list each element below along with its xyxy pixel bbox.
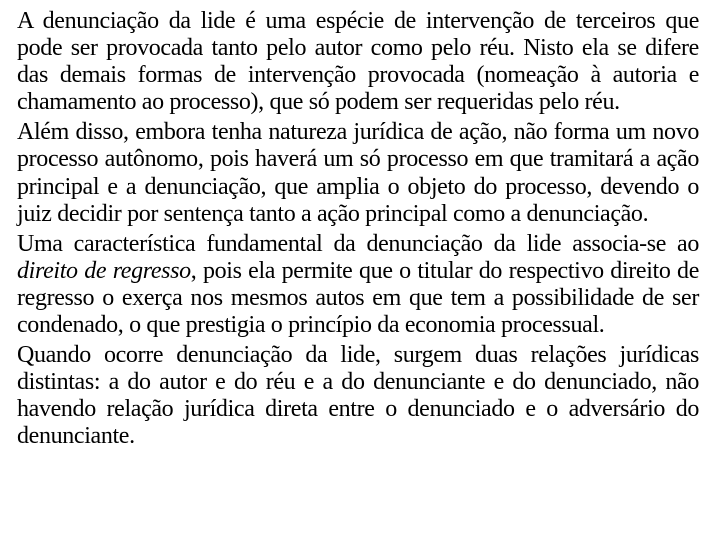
paragraph-3-text-before: Uma característica fundamental da denunciação da lide associa-se ao: [17, 230, 699, 257]
paragraph-1: A denunciação da lide é uma espécie de intervenção de terceiros que pode ser provocada tanto pelo autor como pelo réu. Nisto ela se difere das demais formas de intervenção provocada (nomeação à autoria e chamamento ao processo), que só podem ser requeridas pelo réu.: [17, 8, 699, 116]
document-body: [17, 8, 699, 454]
paragraph-2: Além disso, embora tenha natureza jurídica de ação, não forma um novo processo autônomo, pois haverá um só processo em que tramitará a ação principal e a denunciação, que amplia o objeto do processo, devendo o juiz decidir por sentença tanto a ação principal como a denunciação.: [17, 119, 699, 227]
paragraph-3: [17, 231, 699, 339]
paragraph-4: Quando ocorre denunciação da lide, surgem duas relações jurídicas distintas: a do autor e do réu e a do denunciante e do denunciado, não havendo relação jurídica direta entre o denunciado e o adversário do denunciante.: [17, 342, 699, 450]
paragraph-3-text-after: , pois ela permite que o titular do respectivo direito de regresso o exerça nos mesmos autos em que tem a possibilidade de ser condenado, o que prestigia o princípio da economia processual.: [17, 257, 699, 339]
italic-term: direito de regresso: [17, 257, 191, 284]
